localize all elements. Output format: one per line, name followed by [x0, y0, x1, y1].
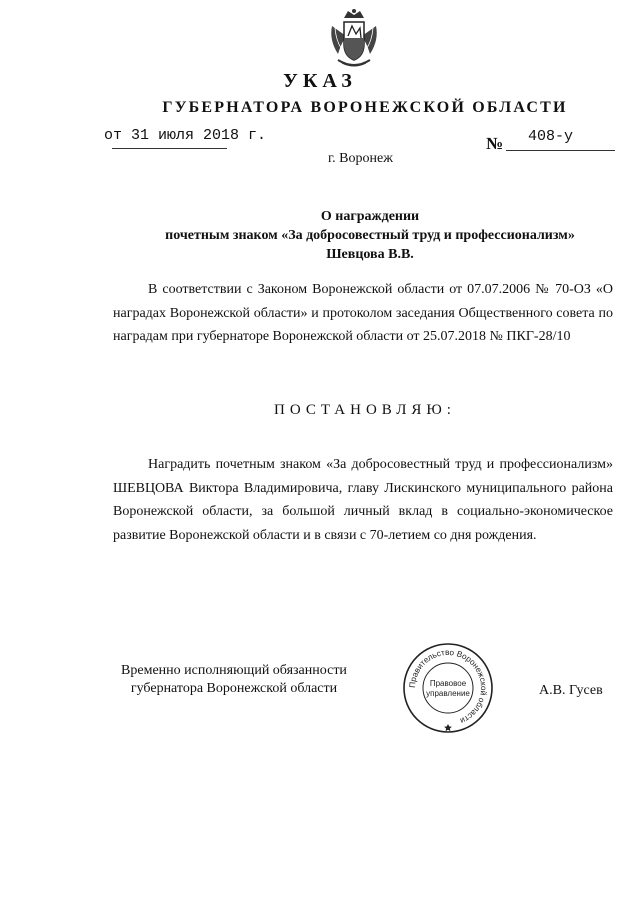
official-stamp: [402, 642, 494, 734]
stamp-inner-line-1: Правовое: [429, 679, 467, 688]
stamp-inner-line-2: управление: [426, 689, 470, 698]
body-paragraph: Наградить почетным знаком «За добросовестный труд и профессионализм» ШЕВЦОВА Виктора Владимировича, главу Лискинского муниципального района Воронежской области, за большой личный вклад в социально-экономическое развитие Воронежской области и в связи с 70-летием со дня рождения.: [113, 457, 613, 543]
signatory-position-line-2: губернатора Воронежской области: [130, 681, 338, 696]
signatory-name: А.В. Гусев: [539, 683, 603, 698]
stamp-outer-text: Правительство Воронежской области: [407, 647, 489, 726]
heading-line-3: Шевцова В.В.: [326, 247, 414, 262]
document-number: 408-у: [528, 128, 574, 145]
number-label: №: [486, 134, 504, 153]
heading-line-2: почетным знаком «За добросовестный труд и профессионализм»: [165, 228, 575, 243]
signatory-position-line-1: Временно исполняющий обязанности: [121, 663, 347, 678]
document-city: г. Воронеж: [328, 151, 393, 166]
coat-of-arms-icon: [328, 8, 380, 70]
date-underline: [112, 148, 227, 149]
signatory-position: [110, 662, 358, 698]
decree-word: ПОСТАНОВЛЯЮ:: [274, 402, 456, 418]
number-underline: [506, 150, 615, 151]
document-date: от 31 июля 2018 г.: [104, 127, 267, 144]
heading-line-1: О награждении: [320, 209, 420, 224]
document-title: УКАЗ: [283, 70, 357, 92]
preamble-paragraph: В соответствии с Законом Воронежской области от 07.07.2006 № 70-ОЗ «О наградах Воронежской области» и протоколом заседания Общественного совета по наградам при губернаторе Воронежской области от 25.07.2018 № ПКГ-28/10: [113, 282, 613, 344]
stamp-star-icon: [444, 724, 452, 731]
document-subtitle: ГУБЕРНАТОРА ВОРОНЕЖСКОЙ ОБЛАСТИ: [162, 99, 568, 116]
